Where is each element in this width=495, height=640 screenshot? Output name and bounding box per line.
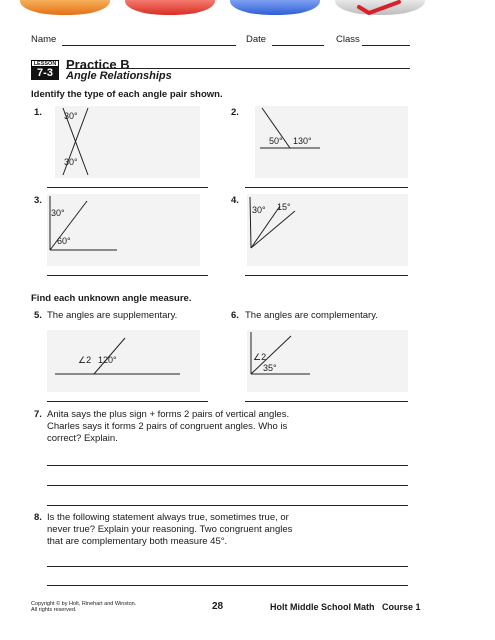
checkmark-icon xyxy=(355,0,405,16)
problem-4-figure xyxy=(247,194,408,266)
section1-instruction: Identify the type of each angle pair shown. xyxy=(31,89,223,100)
problem-5-figure xyxy=(47,330,200,392)
problem-1-figure xyxy=(55,106,200,178)
problem-1-angle-bottom: 30° xyxy=(64,157,78,167)
answer-line-5[interactable] xyxy=(47,401,208,402)
answer-line-8b[interactable] xyxy=(47,585,408,586)
problem-2-number: 2. xyxy=(231,107,239,118)
copyright-line-1: Copyright © by Holt, Rinehart and Winston. xyxy=(31,601,137,607)
answer-line-6[interactable] xyxy=(245,401,408,402)
problem-4-angle-left: 30° xyxy=(252,205,266,215)
page-title: Practice B xyxy=(66,57,130,72)
problem-6-angle-unknown: ∠2 xyxy=(253,352,267,362)
name-field[interactable] xyxy=(62,45,236,46)
problem-7-line-1: Anita says the plus sign + forms 2 pairs of vertical angles. xyxy=(47,409,290,420)
problem-6-text: The angles are complementary. xyxy=(245,310,378,321)
answer-line-7b[interactable] xyxy=(47,485,408,486)
problem-8-line-2: never true? Explain your reasoning. Two congruent angles xyxy=(47,524,293,535)
title-rule xyxy=(66,68,410,69)
problem-6-number: 6. xyxy=(231,310,239,321)
problem-2-angle-left: 50° xyxy=(269,136,283,146)
header-decor-blue xyxy=(230,0,320,15)
problem-7-line-2: Charles says it forms 2 pairs of congruent angles. Who is xyxy=(47,421,288,432)
class-field[interactable] xyxy=(362,45,410,46)
answer-line-3[interactable] xyxy=(47,275,208,276)
problem-8-line-1: Is the following statement always true, sometimes true, or xyxy=(47,512,289,523)
header-decor-orange xyxy=(20,0,110,15)
date-field[interactable] xyxy=(272,45,324,46)
answer-line-1[interactable] xyxy=(47,187,208,188)
problem-5-angle-known: 120° xyxy=(98,355,117,365)
answer-line-7a[interactable] xyxy=(47,465,408,466)
header-decor-red xyxy=(125,0,215,15)
page-subtitle: Angle Relationships xyxy=(66,70,172,82)
answer-line-4[interactable] xyxy=(245,275,408,276)
answer-line-7c[interactable] xyxy=(47,505,408,506)
problem-8-number: 8. xyxy=(34,512,42,523)
lesson-badge-top: LESSON xyxy=(31,60,59,67)
problem-6-angle-known: 35° xyxy=(263,363,277,373)
problem-2-angle-right: 130° xyxy=(293,136,312,146)
problem-4-angle-right: 15° xyxy=(277,202,291,212)
problem-7-number: 7. xyxy=(34,409,42,420)
problem-7-line-3: correct? Explain. xyxy=(47,433,118,444)
problem-5-angle-unknown: ∠2 xyxy=(78,355,92,365)
problem-1-number: 1. xyxy=(34,107,42,118)
problem-6-figure xyxy=(247,330,408,392)
problem-3-figure xyxy=(47,194,200,266)
problem-5-number: 5. xyxy=(34,310,42,321)
problem-4-number: 4. xyxy=(231,195,239,206)
answer-line-2[interactable] xyxy=(245,187,408,188)
problem-8-line-3: that are complementary both measure 45°. xyxy=(47,536,228,547)
problem-3-angle-bottom: 60° xyxy=(57,236,71,246)
section2-instruction: Find each unknown angle measure. xyxy=(31,293,192,304)
copyright-line-2: All rights reserved. xyxy=(31,607,77,613)
lesson-badge xyxy=(31,60,59,79)
book-title: Holt Middle School Math Course 1 xyxy=(270,602,421,612)
name-label: Name xyxy=(31,34,57,45)
problem-3-number: 3. xyxy=(34,195,42,206)
problem-1-angle-top: 30° xyxy=(64,111,78,121)
lesson-badge-number: 7-3 xyxy=(31,67,59,80)
problem-2-figure xyxy=(255,106,408,178)
problem-5-text: The angles are supplementary. xyxy=(47,310,178,321)
problem-3-angle-top: 30° xyxy=(51,208,65,218)
answer-line-8a[interactable] xyxy=(47,566,408,567)
class-label: Class xyxy=(336,34,360,45)
page-number: 28 xyxy=(212,601,224,612)
date-label: Date xyxy=(246,34,267,45)
